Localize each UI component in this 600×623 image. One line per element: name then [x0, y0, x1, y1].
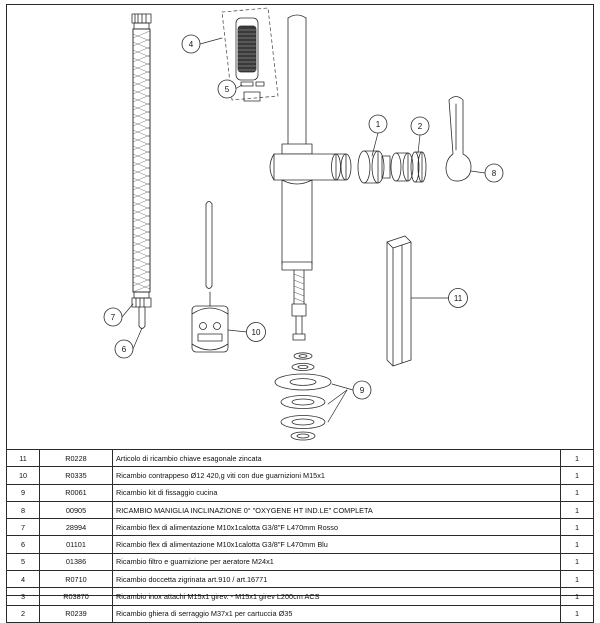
row-quantity: 1: [561, 501, 594, 518]
table-row: [7, 467, 594, 484]
main-body-assembly: [270, 15, 351, 340]
callout-label: 7: [110, 313, 116, 322]
row-description: Articolo di ricambio chiave esagonale zincata: [113, 450, 561, 467]
table-row: [7, 571, 594, 588]
row-code: R0710: [40, 571, 113, 588]
row-quantity: 1: [561, 467, 594, 484]
row-description: Ricambio ghiera di serraggio M37x1 per cartuccia Ø35: [113, 605, 561, 622]
row-code: R0239: [40, 605, 113, 622]
row-code: R0228: [40, 450, 113, 467]
callout-label: 5: [224, 85, 230, 94]
callout-4: [182, 35, 200, 53]
row-quantity: 1: [561, 484, 594, 501]
row-quantity: 1: [561, 553, 594, 570]
callout-label: 6: [121, 345, 127, 354]
row-description: Ricambio flex di alimentazione M10x1calotta G3/8"F L470mm Blu: [113, 536, 561, 553]
row-quantity: 1: [561, 450, 594, 467]
row-code: 01101: [40, 536, 113, 553]
row-description: Ricambio inox attachi M15x1 girev. - M15x1 girev L200cm ACS: [113, 588, 561, 605]
fixing-kit-group: [275, 353, 331, 440]
row-position: 5: [7, 553, 40, 570]
hex-key-part: [387, 236, 411, 366]
table-row: [7, 519, 594, 536]
callout-9: [353, 381, 371, 399]
row-position: 6: [7, 536, 40, 553]
row-description: Ricambio filtro e guarnizione per aeratore M24x1: [113, 553, 561, 570]
callout-1: [369, 115, 387, 133]
table-row: [7, 501, 594, 518]
parts-table-body: [7, 450, 594, 623]
callout-bubbles: [104, 35, 503, 399]
table-row: [7, 484, 594, 501]
callout-7: [104, 308, 122, 326]
row-code: 28994: [40, 519, 113, 536]
callout-11: [449, 289, 468, 308]
row-description: Ricambio kit di fissaggio cucina: [113, 484, 561, 501]
table-row: [7, 605, 594, 622]
row-quantity: 1: [561, 536, 594, 553]
callout-8: [485, 164, 503, 182]
row-description: RICAMBIO MANIGLIA INCLINAZIONE 0° "OXYGENE HT IND.LE" COMPLETA: [113, 501, 561, 518]
row-code: R0061: [40, 484, 113, 501]
row-code: R03870: [40, 588, 113, 605]
callout-label: 8: [491, 169, 497, 178]
row-position: 3: [7, 588, 40, 605]
row-position: 2: [7, 605, 40, 622]
row-quantity: 1: [561, 588, 594, 605]
callout-label: 11: [453, 294, 463, 303]
parts-table: [6, 449, 594, 623]
table-row: [7, 553, 594, 570]
row-position: 11: [7, 450, 40, 467]
row-description: Ricambio contrappeso Ø12 420,g viti con due guarnizioni M15x1: [113, 467, 561, 484]
row-code: 00905: [40, 501, 113, 518]
callout-2: [411, 117, 429, 135]
row-code: R0335: [40, 467, 113, 484]
cartridge-nut-group: [358, 151, 426, 183]
row-position: 8: [7, 501, 40, 518]
callout-label: 1: [375, 120, 381, 129]
callout-label: 10: [251, 328, 261, 337]
row-quantity: 1: [561, 605, 594, 622]
drawing-area: [6, 4, 594, 448]
rod-part: [206, 202, 212, 289]
callout-label: 4: [188, 40, 194, 49]
callout-leaders: [122, 38, 485, 422]
callout-6: [115, 340, 133, 358]
row-position: 10: [7, 467, 40, 484]
callout-label: 2: [417, 122, 423, 131]
callout-5: [218, 80, 236, 98]
row-position: 7: [7, 519, 40, 536]
callout-label: 9: [359, 386, 365, 395]
row-code: 01386: [40, 553, 113, 570]
row-position: 9: [7, 484, 40, 501]
table-row: [7, 450, 594, 467]
row-quantity: 1: [561, 519, 594, 536]
counterweight-part: [192, 292, 228, 352]
table-row: [7, 588, 594, 605]
callout-10: [247, 323, 266, 342]
flex-hose-assembly: [132, 14, 151, 329]
row-description: Ricambio doccetta zigrinata art.910 / art.16771: [113, 571, 561, 588]
row-position: 4: [7, 571, 40, 588]
row-description: Ricambio flex di alimentazione M10x1calotta G3/8"F L470mm Rosso: [113, 519, 561, 536]
lever-arm-part: [446, 97, 471, 182]
table-row: [7, 536, 594, 553]
row-quantity: 1: [561, 571, 594, 588]
